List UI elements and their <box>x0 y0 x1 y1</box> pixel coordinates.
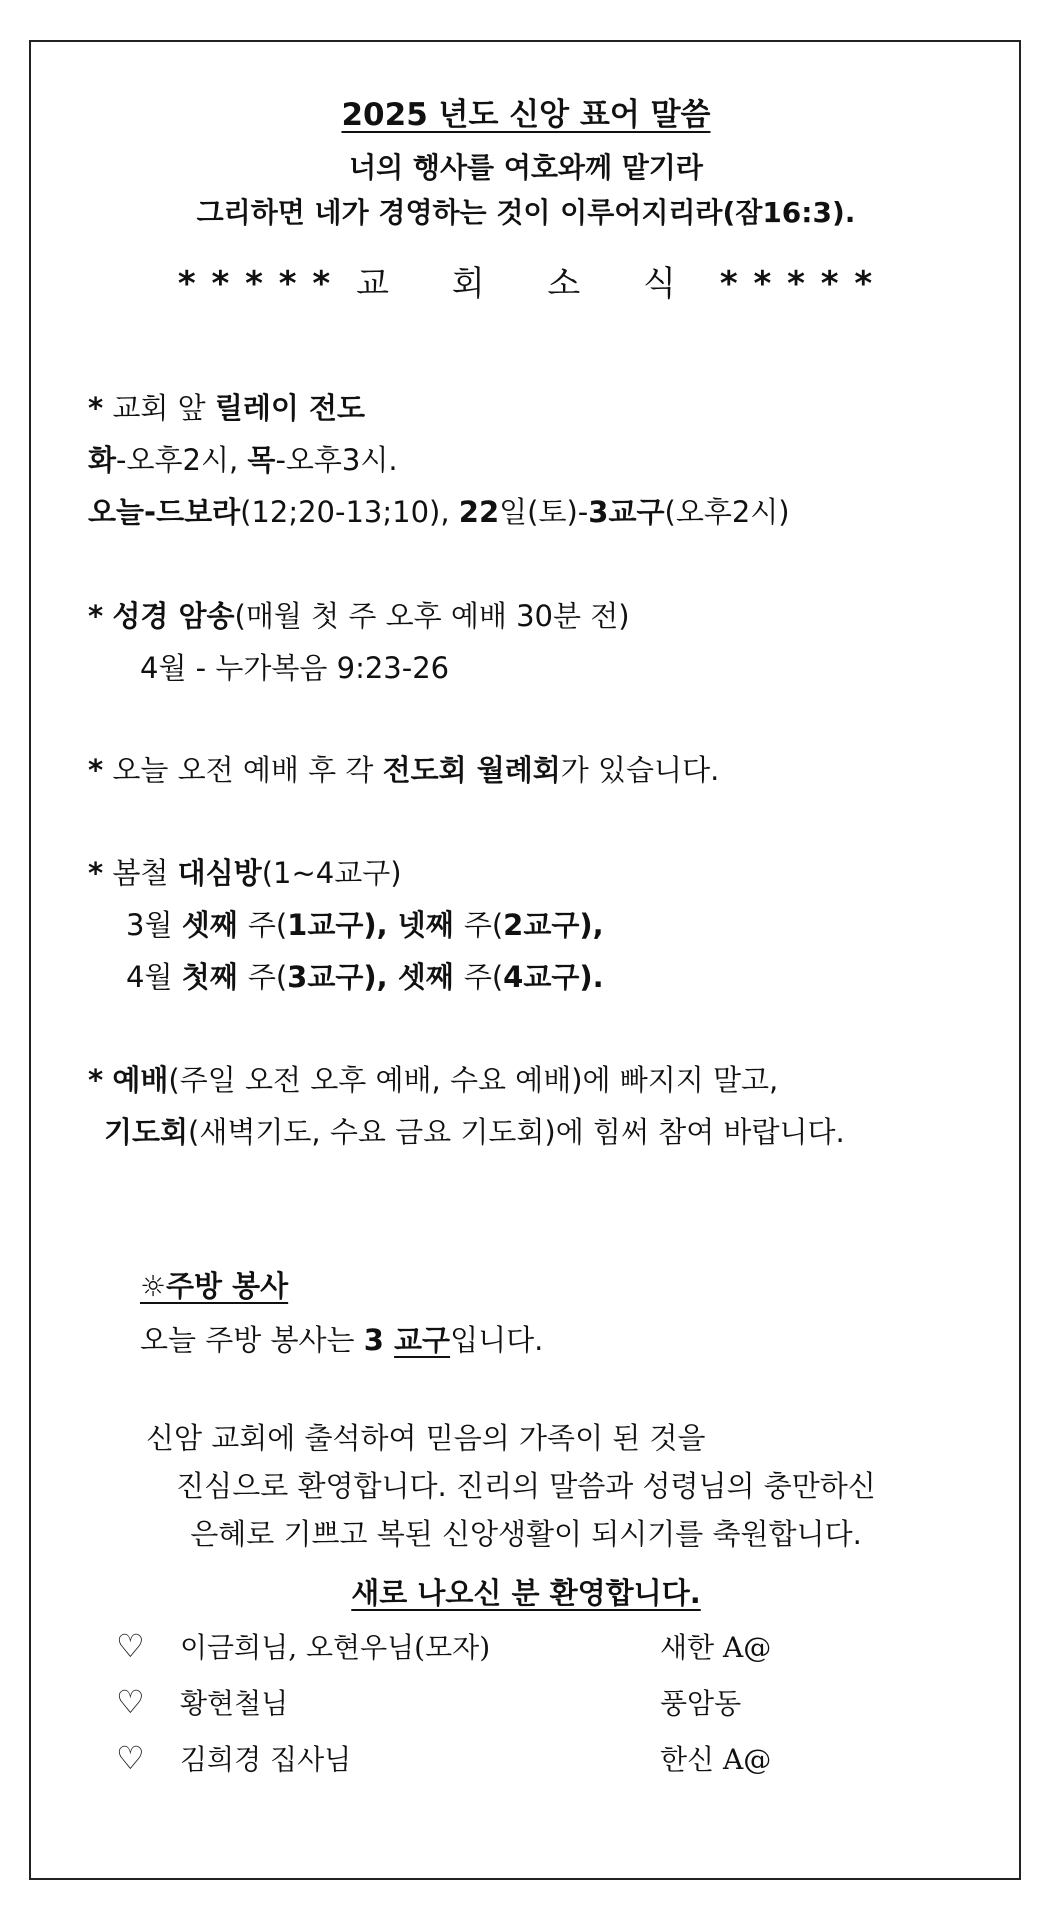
newcomer-name: 이금희님, 오현우님(모자) <box>180 1631 491 1664</box>
visitation-label: 대심방 <box>177 856 262 890</box>
heart-icon: ♡ <box>116 1739 145 1777</box>
newcomer-name: 황현철님 <box>180 1687 289 1720</box>
relay-evangelism-label: 릴레이 전도 <box>214 391 366 425</box>
newcomer-place: 한신 A@ <box>660 1743 772 1776</box>
kitchen-service-notice: 오늘 주방 봉사는 3 교구입니다. <box>140 1323 544 1357</box>
mission-society-notice: * 오늘 오전 예배 후 각 전도회 월례회가 있습니다. <box>88 753 720 787</box>
motto-verse-line1: 너의 행사를 여호와께 맡기라 <box>349 151 703 184</box>
heart-icon: ♡ <box>116 1683 145 1721</box>
bullet: * <box>88 599 104 633</box>
motto-verse-line2: 그리하면 네가 경영하는 것이 이루어지리라(잠16:3). <box>196 196 856 229</box>
kitchen-service-heading <box>140 1268 288 1304</box>
relay-schedule-line1: 화-오후2시, 목-오후3시. <box>88 443 398 477</box>
stars-left: * * * * * <box>177 264 333 304</box>
stars-right: * * * * * <box>719 264 875 304</box>
relay-schedule-line2: 오늘-드보라(12;20-13;10), 22일(토)-3교구(오후2시) <box>88 495 790 529</box>
relay-evangelism-heading: * 교회 앞 릴레이 전도 <box>88 391 366 425</box>
visitation-april: 4월 첫째 주(3교구), 셋째 주(4교구). <box>126 960 604 994</box>
church-news-title: 교 회 소 식 <box>356 264 702 304</box>
heart-icon: ♡ <box>116 1627 145 1665</box>
visitation-march: 3월 셋째 주(1교구), 넷째 주(2교구), <box>126 908 604 942</box>
bullet: * <box>88 391 104 425</box>
newcomers-title: 새로 나오신 분 환영합니다. <box>351 1576 701 1610</box>
bullet: * <box>88 753 104 787</box>
welcome-line1: 신암 교회에 출석하여 믿음의 가족이 된 것을 <box>146 1421 706 1455</box>
newcomer-place: 풍암동 <box>660 1687 742 1720</box>
newcomer-place: 새한 A@ <box>660 1631 772 1664</box>
bullet: * <box>88 856 104 890</box>
bullet: * <box>88 1063 104 1097</box>
church-news-heading <box>0 266 1052 302</box>
welcome-line3: 은혜로 기쁘고 복된 신앙생활이 되시기를 축원합니다. <box>190 1517 862 1551</box>
sun-icon: ☼ <box>140 1269 166 1303</box>
bible-memorization-detail: 4월 - 누가복음 9:23-26 <box>140 651 450 685</box>
bible-memorization-heading: * 성경 암송(매월 첫 주 오후 예배 30분 전) <box>88 599 630 633</box>
worship-notice-line2: 기도회(새벽기도, 수요 금요 기도회)에 힘써 참여 바랍니다. <box>104 1115 845 1149</box>
motto-title: 2025 년도 신앙 표어 말씀 <box>341 97 711 133</box>
worship-notice-line1: * 예배(주일 오전 오후 예배, 수요 예배)에 빠지지 말고, <box>88 1063 779 1097</box>
bible-memorization-label: 성경 암송 <box>112 599 235 633</box>
newcomer-name: 김희경 집사님 <box>180 1743 352 1776</box>
kitchen-service-title: 주방 봉사 <box>166 1269 289 1303</box>
spring-visitation-heading: * 봄철 대심방(1~4교구) <box>88 856 402 890</box>
welcome-line2: 진심으로 환영합니다. 진리의 말씀과 성령님의 충만하신 <box>176 1469 876 1503</box>
